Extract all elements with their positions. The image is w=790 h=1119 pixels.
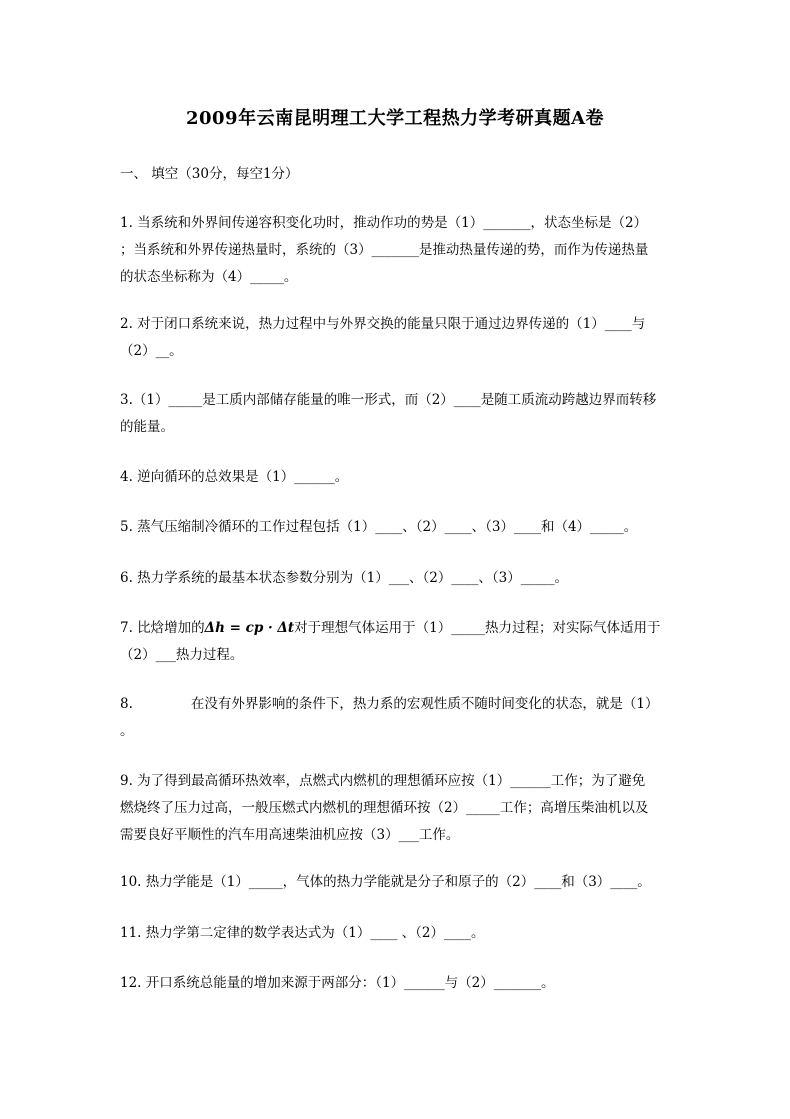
question-text: 在没有外界影响的条件下，热力系的宏观性质不随时间变化的状态，就是（1） [190, 696, 659, 712]
question-line: 2. 对于闭口系统来说，热力过程中与外界交换的能量只限于通过边界传递的（1）____与 [120, 316, 646, 332]
question-line: 需要良好平顺性的汽车用高速柴油机应按（3）___工作。 [120, 827, 460, 843]
question-number: 8. [120, 696, 133, 712]
question-line: 11. 热力学第二定律的数学表达式为（1）____ 、（2）____。 [120, 925, 485, 941]
question-line: 9. 为了得到最高循环热效率，点燃式内燃机的理想循环应按（1）______工作；为了避免 [120, 773, 646, 789]
question-1 [120, 210, 680, 291]
question-line: ；当系统和外界传递热量时，系统的（3）_______是推动热量传递的势，而作为传递热量 [120, 242, 649, 258]
question-8 [120, 691, 680, 745]
question-line: 1. 当系统和外界间传递容积变化功时，推动作功的势是（1）_______，状态坐标是（2） [120, 215, 648, 231]
question-4 [120, 464, 680, 491]
question-line: （2）__。 [120, 343, 183, 359]
question-6 [120, 565, 680, 592]
question-line: 燃烧终了压力过高，一般压燃式内燃机的理想循环按（2）_____工作；高增压柴油机以及 [120, 800, 649, 816]
question-2 [120, 311, 680, 365]
question-line: 12. 开口系统总能量的增加来源于两部分：（1）______与（2）_______。 [120, 975, 555, 991]
enthalpy-formula: Δh = cp · Δt [204, 620, 295, 636]
question-line: 10. 热力学能是（1）_____，气体的热力学能就是分子和原子的（2）____和（3）____。 [120, 874, 651, 890]
question-line: 的状态坐标称为（4）_____。 [120, 269, 298, 285]
question-line [120, 691, 680, 718]
question-11 [120, 920, 680, 947]
question-line: 3.（1）_____是工质内部储存能量的唯一形式，而（2）____是随工质流动跨越边界而转移 [120, 392, 657, 408]
question-12 [120, 970, 680, 997]
question-line [120, 615, 680, 642]
question-line: 。 [120, 723, 134, 739]
question-3 [120, 387, 680, 441]
question-line: 5. 蒸气压缩制冷循环的工作过程包括（1）____、（2）____、（3）____和（4）_____。 [120, 519, 638, 535]
question-line: 4. 逆向循环的总效果是（1）______。 [120, 469, 349, 485]
question-line: 的能量。 [120, 419, 174, 435]
question-line: 6. 热力学系统的最基本状态参数分别为（1）___、（2）____、（3）_____。 [120, 570, 568, 586]
question-9 [120, 768, 680, 849]
section-heading: 一、 填空（30分，每空1分） [120, 166, 299, 182]
question-10 [120, 869, 680, 896]
question-text: 对于理想气体运用于（1）_____热力过程；对实际气体适用于 [294, 620, 661, 636]
question-line: （2）___热力过程。 [120, 647, 244, 663]
question-7 [120, 615, 680, 669]
question-5 [120, 514, 680, 541]
document-title: 2009年云南昆明理工大学工程热力学考研真题A卷 [185, 108, 605, 129]
question-text: 7. 比焓增加的 [120, 620, 205, 636]
